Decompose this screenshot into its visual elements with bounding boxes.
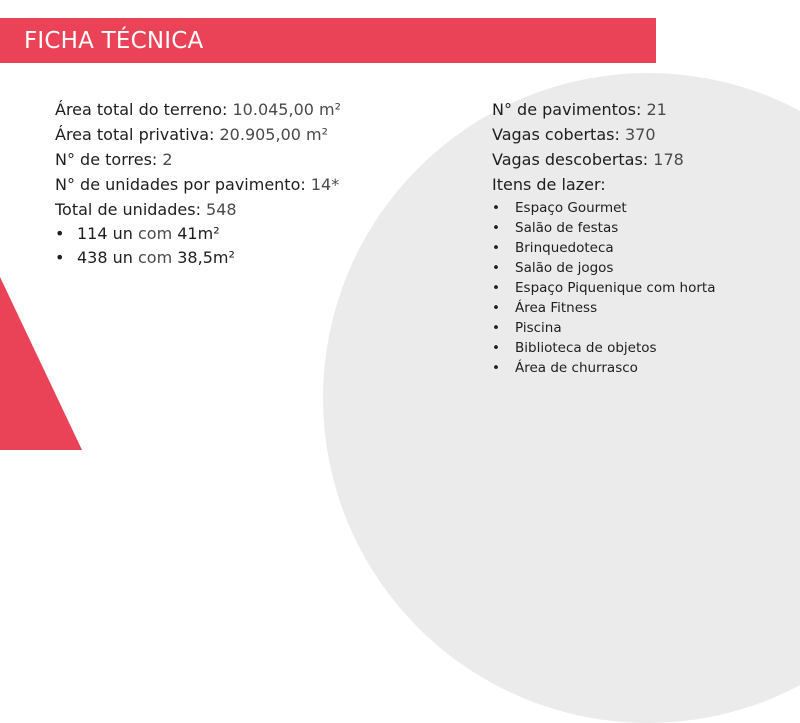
spec-label: Total de unidades:: [55, 200, 207, 219]
list-item: [492, 218, 792, 238]
spec-label: N° de torres:: [55, 150, 163, 169]
unit-area: 38,5m²: [177, 248, 235, 267]
bullet-icon: •: [55, 248, 65, 267]
unit-count: 438 un: [77, 248, 133, 267]
leisure-item-label: Piscina: [515, 320, 562, 336]
spec-value: 21: [646, 100, 667, 119]
spec-label: N° de unidades por pavimento:: [55, 175, 311, 194]
leisure-item-label: Espaço Gourmet: [515, 200, 627, 216]
spec-row-covered-spaces: [492, 122, 792, 147]
spec-value: 370: [624, 125, 656, 144]
leisure-item-label: Espaço Piquenique com horta: [515, 280, 716, 296]
leisure-heading: [492, 172, 792, 197]
unit-type-item: [55, 246, 355, 270]
leisure-item-label: Salão de jogos: [515, 260, 614, 276]
leisure-item-label: Área de churrasco: [515, 360, 638, 376]
leisure-item-label: Brinquedoteca: [515, 240, 614, 256]
bullet-icon: •: [492, 300, 500, 316]
leisure-item-label: Área Fitness: [515, 300, 598, 316]
spec-label: Itens de lazer:: [492, 175, 606, 194]
unit-connector: com: [132, 248, 178, 267]
spec-row-towers: [55, 147, 355, 172]
leisure-list: [492, 198, 792, 378]
spec-label: Vagas descobertas:: [492, 150, 654, 169]
spec-label: N° de pavimentos:: [492, 100, 647, 119]
bullet-icon: •: [492, 240, 500, 256]
spec-row-uncovered-spaces: [492, 147, 792, 172]
right-column: [492, 97, 792, 378]
spec-label: Vagas cobertas:: [492, 125, 625, 144]
bullet-icon: •: [492, 220, 500, 236]
bullet-icon: •: [55, 224, 65, 243]
spec-row-floors: [492, 97, 792, 122]
list-item: [492, 298, 792, 318]
spec-row-land-area: [55, 97, 355, 122]
spec-row-units-per-floor: [55, 172, 355, 197]
bullet-icon: •: [492, 320, 500, 336]
list-item: [492, 278, 792, 298]
spec-value: 10.045,00 m²: [232, 100, 342, 119]
list-item: [492, 318, 792, 338]
bullet-icon: •: [492, 360, 500, 376]
list-item: [492, 338, 792, 358]
unit-type-item: [55, 222, 355, 246]
leisure-item-label: Salão de festas: [515, 220, 619, 236]
unit-connector: com: [132, 224, 178, 243]
unit-area: 41m²: [177, 224, 220, 243]
spec-row-total-units: [55, 197, 355, 222]
title-banner: [0, 18, 656, 63]
unit-count: 114 un: [77, 224, 133, 243]
list-item: [492, 258, 792, 278]
bullet-icon: •: [492, 340, 500, 356]
bullet-icon: •: [492, 200, 500, 216]
spec-value: 2: [162, 150, 173, 169]
bullet-icon: •: [492, 260, 500, 276]
list-item: [492, 358, 792, 378]
spec-row-private-area: [55, 122, 355, 147]
list-item: [492, 238, 792, 258]
spec-value: 20.905,00 m²: [219, 125, 329, 144]
spec-value: 178: [653, 150, 684, 169]
left-column: [55, 97, 355, 270]
spec-value: 14*: [310, 175, 340, 194]
spec-label: Área total privativa:: [55, 125, 220, 144]
leisure-item-label: Biblioteca de objetos: [515, 340, 657, 356]
spec-label: Área total do terreno:: [55, 100, 233, 119]
list-item: [492, 198, 792, 218]
bullet-icon: •: [492, 280, 500, 296]
spec-value: 548: [206, 200, 237, 219]
page-title: FICHA TÉCNICA: [24, 28, 204, 54]
